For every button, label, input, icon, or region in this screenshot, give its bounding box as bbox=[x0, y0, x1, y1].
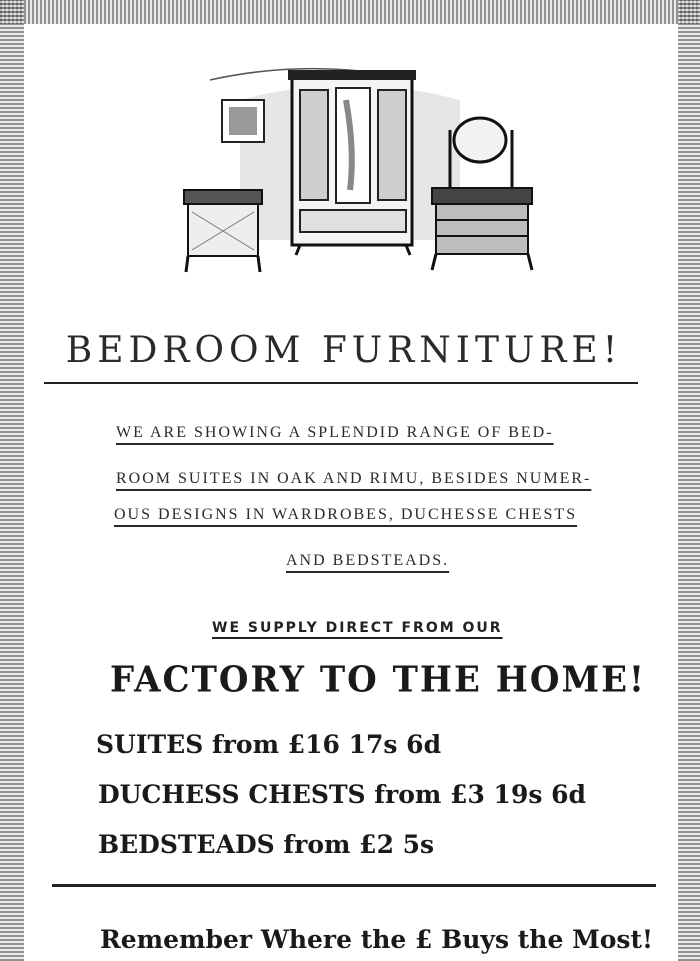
price-bedsteads: BEDSTEADS from £2 5s bbox=[98, 830, 435, 859]
decorative-border-left bbox=[0, 0, 24, 961]
decorative-border-top bbox=[0, 0, 700, 24]
factory-line: FACTORY TO THE HOME! bbox=[110, 659, 646, 701]
supply-line: WE SUPPLY DIRECT FROM OUR bbox=[212, 620, 503, 636]
bottom-rule bbox=[52, 884, 656, 887]
price-duchess-chests: DUCHESS CHESTS from £3 19s 6d bbox=[98, 780, 587, 809]
slogan: Remember Where the £ Buys the Most! bbox=[100, 925, 654, 954]
body-line-3: OUS DESIGNS IN WARDROBES, DUCHESSE CHESTS bbox=[114, 506, 578, 523]
body-line-2: ROOM SUITES IN OAK AND RIMU, BESIDES NUMER- bbox=[116, 470, 592, 487]
headline: BEDROOM FURNITURE! bbox=[65, 330, 623, 371]
body-line-4: AND BEDSTEADS. bbox=[286, 552, 450, 569]
bedroom-furniture-illustration bbox=[150, 40, 550, 280]
price-suites: SUITES from £16 17s 6d bbox=[96, 730, 442, 759]
decorative-border-right bbox=[678, 0, 700, 961]
body-line-1: WE ARE SHOWING A SPLENDID RANGE OF BED- bbox=[116, 424, 554, 441]
headline-rule bbox=[44, 382, 638, 384]
